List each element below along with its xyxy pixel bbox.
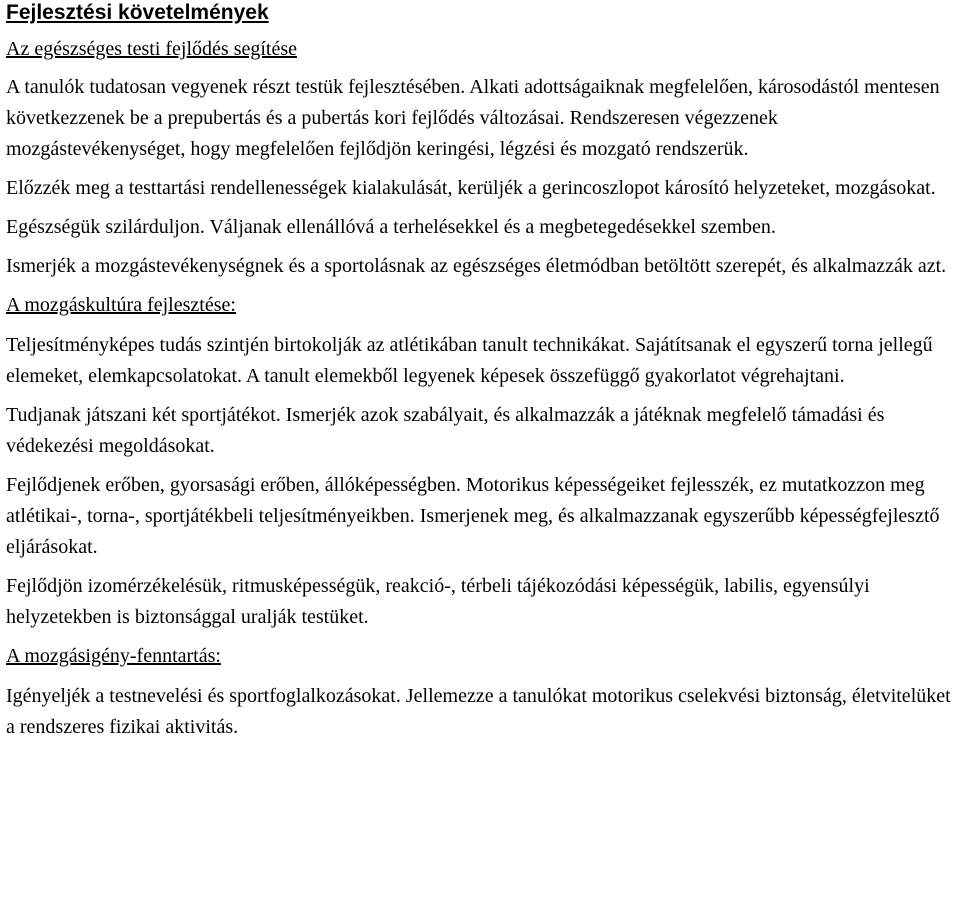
paragraph: Igényeljék a testnevelési és sportfoglalkozásokat. Jellemezze a tanulókat motorikus cselekvési biztonság, életvitelüket a rendszeres fizikai aktivitás. — [6, 685, 951, 738]
section-heading-movement-culture: A mozgáskultúra fejlesztése: — [6, 294, 236, 316]
paragraph: Fejlődjenek erőben, gyorsasági erőben, állóképességben. Motorikus képességeiket fejlesszék, ez mutatkozzon meg atlétikai-, torna-, sportjátékbeli teljesítményeikben. Ismerjenek meg, és alkalmazzanak egyszerűbb képességfejlesztő eljárásokat. — [6, 474, 940, 558]
section-heading-healthy-development: Az egészséges testi fejlődés segítése — [6, 38, 298, 60]
paragraph: A tanulók tudatosan vegyenek részt testük fejlesztésében. Alkati adottságaiknak megfelelően, károsodástól mentesen következzenek be a prepubertás és a pubertás kori fejlődés változásai. Rendszeresen végezzenek mozgástevékenységet, hogy megfelelően fejlődjön keringési, légzési és mozgató rendszerük. — [6, 76, 940, 160]
section-heading-movement-need: A mozgásigény-fenntartás: — [6, 645, 221, 667]
paragraph: Tudjanak játszani két sportjátékot. Ismerjék azok szabályait, és alkalmazzák a játéknak megfelelő támadási és védekezési megoldásokat. — [6, 404, 885, 457]
paragraph: Fejlődjön izomérzékelésük, ritmusképességük, reakció-, térbeli tájékozódási képességük, labilis, egyensúlyi helyzetekben is biztonsággal uralják testüket. — [6, 575, 870, 628]
paragraph: Előzzék meg a testtartási rendellenességek kialakulását, kerüljék a gerincoszlopot károsító helyzeteket, mozgásokat. — [6, 177, 936, 199]
paragraph: Egészségük szilárduljon. Váljanak ellenállóvá a terhelésekkel és a megbetegedésekkel szemben. — [6, 216, 776, 238]
paragraph: Ismerjék a mozgástevékenységnek és a sportolásnak az egészséges életmódban betöltött szerepét, és alkalmazzák azt. — [6, 255, 947, 277]
document-title: Fejlesztési követelmények — [6, 1, 269, 24]
document-page — [6, 0, 956, 743]
paragraph: Teljesítményképes tudás szintjén birtokolják az atlétikában tanult technikákat. Sajátítsanak el egyszerű torna jellegű elemeket, elemkapcsolatokat. A tanult elemekből legyenek képesek összefüggő gyakorlatot végrehajtani. — [6, 334, 933, 387]
